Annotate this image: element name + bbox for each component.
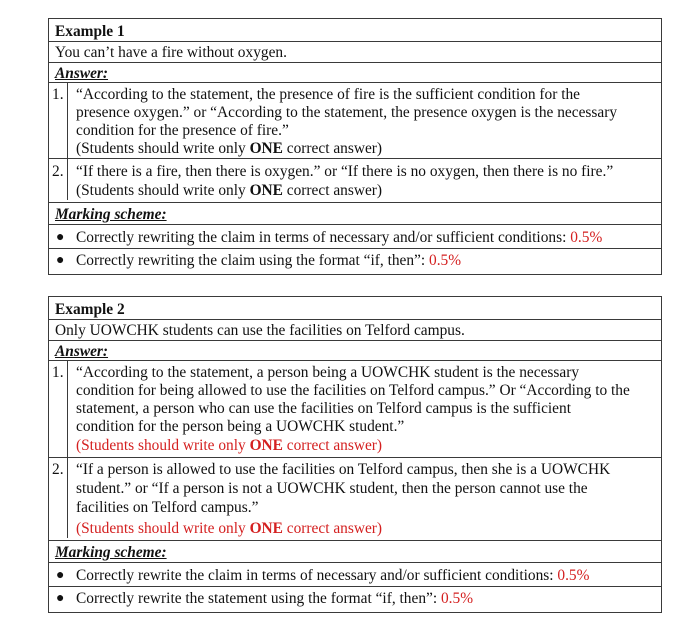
- note-emphasis: ONE: [249, 520, 283, 537]
- bullet-icon: ●: [56, 591, 65, 606]
- answer-line: “According to the statement, the presence of fire is the sufficient condition for the: [76, 86, 581, 103]
- note-text: correct answer): [282, 437, 383, 454]
- row-divider: [49, 340, 661, 341]
- answer-line: condition for the presence of fire.”: [76, 122, 289, 139]
- claim-text: You can’t have a fire without oxygen.: [55, 44, 287, 61]
- row-divider: [49, 248, 661, 249]
- answer-number: 1.: [52, 364, 64, 381]
- answer-line: “If a person is allowed to use the facilities on Telford campus, then she is a UOWCHK: [76, 461, 611, 478]
- bullet-icon: ●: [56, 230, 65, 245]
- row-divider: [49, 82, 661, 83]
- marking-scheme-label: Marking scheme:: [55, 544, 167, 561]
- row-divider: [49, 457, 661, 458]
- marking-score: 0.5%: [440, 590, 474, 607]
- marking-text: Correctly rewriting the claim using the format “if, then”:: [76, 252, 430, 269]
- answer-label: Answer:: [55, 343, 109, 360]
- answer-note: [76, 139, 382, 158]
- note-text: (Students should write only: [76, 182, 250, 199]
- note-text: correct answer): [282, 182, 383, 199]
- note-text: (Students should write only: [76, 437, 250, 454]
- marking-score: 0.5%: [557, 567, 590, 584]
- column-divider: [67, 82, 68, 200]
- marking-text: Correctly rewriting the claim in terms of necessary and/or sufficient conditions:: [76, 229, 571, 246]
- row-divider: [49, 202, 661, 203]
- answer-line: “According to the statement, a person being a UOWCHK student is the necessary: [76, 364, 580, 381]
- answer-line: student.” or “If a person is not a UOWCHK student, then the person cannot use the: [76, 480, 588, 497]
- example-title: Example 1: [55, 23, 125, 40]
- row-divider: [49, 540, 661, 541]
- answer-line: condition for the person being a UOWCHK student.”: [76, 418, 405, 435]
- note-text: correct answer): [282, 140, 383, 157]
- row-divider: [49, 158, 661, 159]
- note-text: correct answer): [282, 520, 383, 537]
- answer-line: condition for being allowed to use the facilities on Telford campus.” Or “According to the: [76, 382, 630, 399]
- answer-number: 2.: [52, 163, 64, 180]
- row-divider: [49, 586, 661, 587]
- note-text: (Students should write only: [76, 140, 250, 157]
- row-divider: [49, 41, 661, 42]
- row-divider: [49, 319, 661, 320]
- answer-note: [76, 181, 382, 200]
- marking-text: Correctly rewrite the statement using the format “if, then”:: [76, 590, 441, 607]
- row-divider: [49, 562, 661, 563]
- row-divider: [49, 62, 661, 63]
- example-2-box: [48, 296, 662, 613]
- example-title: Example 2: [55, 301, 125, 318]
- column-divider: [67, 360, 68, 538]
- marking-item: [76, 251, 461, 270]
- example-1-box: [48, 18, 662, 275]
- answer-line: presence oxygen.” or “According to the statement, the presence oxygen is the necessary: [76, 104, 618, 121]
- note-emphasis: ONE: [249, 182, 283, 199]
- marking-score: 0.5%: [570, 229, 603, 246]
- marking-scheme-label: Marking scheme:: [55, 206, 167, 223]
- answer-line: statement, a person who can use the facilities on Telford campus is the sufficient: [76, 400, 571, 417]
- marking-score: 0.5%: [429, 252, 462, 269]
- answer-label: Answer:: [55, 65, 109, 82]
- bullet-icon: ●: [56, 568, 65, 583]
- answer-line: “If there is a fire, then there is oxygen.” or “If there is no oxygen, then there is no fire.”: [76, 163, 614, 180]
- note-text: (Students should write only: [76, 520, 250, 537]
- note-emphasis: ONE: [249, 140, 283, 157]
- marking-item: [76, 566, 589, 585]
- marking-item: [76, 228, 602, 247]
- marking-text: Correctly rewrite the claim in terms of necessary and/or sufficient conditions:: [76, 567, 558, 584]
- claim-text: Only UOWCHK students can use the facilities on Telford campus.: [55, 322, 465, 339]
- answer-number: 2.: [52, 461, 64, 478]
- note-emphasis: ONE: [249, 437, 283, 454]
- answer-note: [76, 519, 382, 538]
- bullet-icon: ●: [56, 253, 65, 268]
- marking-item: [76, 589, 473, 608]
- row-divider: [49, 360, 661, 361]
- row-divider: [49, 224, 661, 225]
- answer-number: 1.: [52, 86, 64, 103]
- answer-line: facilities on Telford campus.”: [76, 499, 259, 516]
- answer-note: [76, 436, 382, 455]
